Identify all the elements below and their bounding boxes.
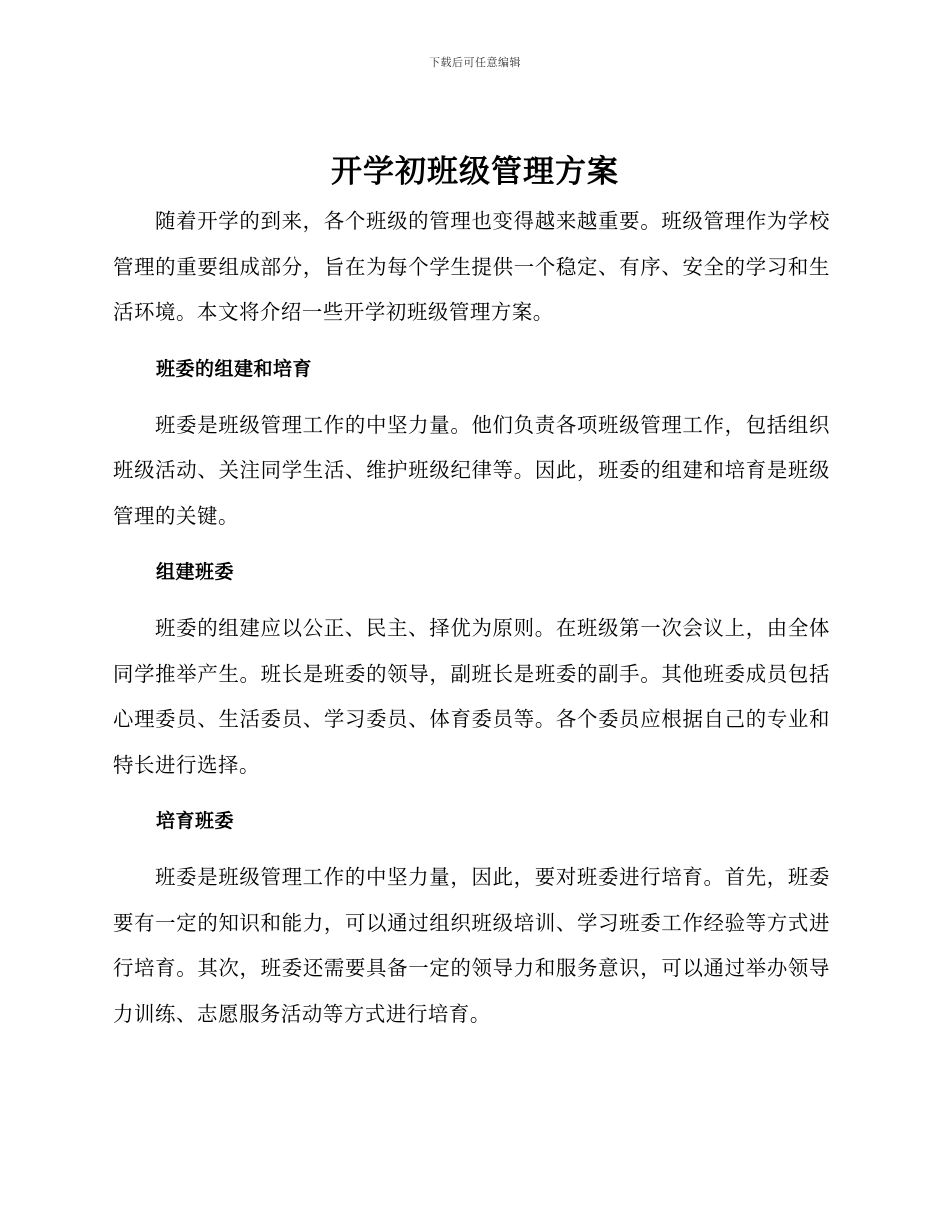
intro-paragraph: 随着开学的到来，各个班级的管理也变得越来越重要。班级管理作为学校管理的重要组成部分，旨在为每个学生提供一个稳定、有序、安全的学习和生活环境。本文将介绍一些开学初班级管理方案。 xyxy=(113,209,830,324)
header-note: 下载后可任意编辑 xyxy=(429,56,521,69)
section-body-form-committee: 班委的组建应以公正、民主、择优为原则。在班级第一次会议上，由全体同学推举产生。班长是班委的领导，副班长是班委的副手。其他班委成员包括心理委员、生活委员、学习委员、体育委员等。各个委员应根据自己的专业和特长进行选择。 xyxy=(113,616,830,777)
section-body-train-committee: 班委是班级管理工作的中坚力量，因此，要对班委进行培育。首先，班委要有一定的知识和能力，可以通过组织班级培训、学习班委工作经验等方式进行培育。其次，班委还需要具备一定的领导力和服务意识，可以通过举办领导力训练、志愿服务活动等方式进行培育。 xyxy=(113,865,830,1026)
section-heading-train-committee: 培育班委 xyxy=(156,810,235,832)
section-heading-form-committee: 组建班委 xyxy=(156,561,235,583)
document-title: 开学初班级管理方案 xyxy=(331,154,619,190)
document-body xyxy=(113,199,830,1037)
section-body-class-committee: 班委是班级管理工作的中坚力量。他们负责各项班级管理工作，包括组织班级活动、关注同学生活、维护班级纪律等。因此，班委的组建和培育是班级管理的关键。 xyxy=(113,412,830,528)
section-heading-class-committee: 班委的组建和培育 xyxy=(156,357,313,380)
